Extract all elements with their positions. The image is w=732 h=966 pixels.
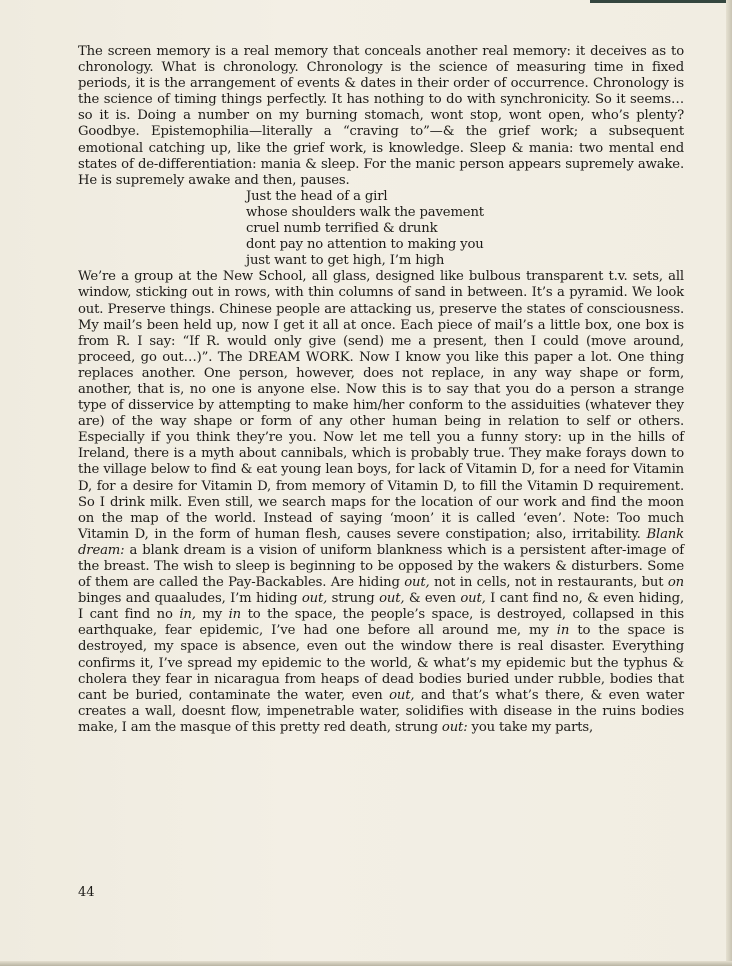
poem-line: Just the head of a girl xyxy=(246,188,388,204)
page-number: 44 xyxy=(78,885,95,900)
text-run: binges and quaaludes, I’m hiding xyxy=(78,591,302,607)
italic-run: on xyxy=(667,575,684,591)
text-run: to the space is destroyed, my space is absence, even out the window there is real disaster. Everything confirms it, I’ve spread my epidemic to the world, & what’s my epidemic but the typhus & cholera they fear in nicaragua from heaps of dead bodies buried under rubble, bodies that cant be buried, contaminate the water, even xyxy=(78,623,684,703)
poem-line: whose shoulders walk the pavement xyxy=(246,204,484,220)
text-run: you take my parts, xyxy=(467,719,594,735)
italic-run: Blank dream: xyxy=(78,526,684,558)
text-run: a blank dream is a vision of uniform blankness which is a persistent after-image of the breast. The wish to sleep is beginning to be opposed by the wakers & disturbers. Some of them are called the Pay-Backables. Are hiding xyxy=(78,542,684,591)
italic-run: out: xyxy=(441,719,468,735)
poem-line: dont pay no attention to making you xyxy=(246,237,484,253)
text-run: to the space, the people’s space, is destroyed, collapsed in this earthquake, fear epidemic, I’ve had one before all around me, my xyxy=(78,607,684,639)
text-run: & even xyxy=(404,591,461,607)
page-edge-right xyxy=(726,0,732,966)
poem-line: cruel numb terrified & drunk xyxy=(246,221,438,237)
page-edge-bottom xyxy=(0,961,732,966)
paragraph-1: The screen memory is a real memory that conceals another real memory: it deceives as to chronology. What is chronology. Chronology is the science of measuring time in fixed periods, it is the arrangement of events & dates in their order of occurrence. Chronology is the science of timing things perfectly. It has nothing to do with synchronicity. So it seems…so it is. Doing a number on my burning stomach, wont stop, wont open, who’s plenty? Goodbye. Epistemophilia—literally a “craving to”—& the grief work; a subsequent emotional catching up, like the grief work, is knowledge. Sleep & mania: two mental end states of de-differentiation: mania & sleep. For the manic person appears supremely awake. He is supremely awake and then, pauses. xyxy=(78,44,684,188)
italic-run: out, xyxy=(389,687,415,703)
text-run: and that’s what’s there, & even water creates a wall, doesnt flow, impenetrable water, solidifies with disease in the ruins bodies make, I am the masque of this pretty red death, strung xyxy=(78,687,684,735)
italic-run: in, xyxy=(179,607,196,623)
italic-run: in xyxy=(228,607,242,623)
text-run: my xyxy=(195,607,229,623)
paragraph-2 xyxy=(78,269,684,736)
italic-run: out, xyxy=(460,591,486,607)
italic-run: out, xyxy=(404,575,430,591)
text-run: We’re a group at the New School, all glass, designed like bulbous transparent t.v. sets, all window, sticking out in rows, with thin columns of sand in between. It’s a pyramid. We look out. Preserve things. Chinese people are attacking us, preserve the states of consciousness. My mail’s been held up, now I get it all at once. Each piece of mail’s a little box, one box is from R. I say: “If R. would only give (send) me a present, then I could (move around, proceed, go out…)”. The DREAM WORK. Now I know you like this paper a lot. One thing replaces another. One person, however, does not replace, in any way shape or form, another, that is, no one is anyone else. Now this is to say that you do a person a strange type of disservice by attempting to make him/her conform to the assiduities (whatever they are) of the way shape or form of any other human being in relation to self or others. Especially if you think they’re you. Now let me tell you a funny story: up in the hills of Ireland, there is a myth about cannibals, which is probably true. They make forays down to the village below to find & eat young lean boys, for lack of Vitamin D, for a need for Vitamin D, for a desire for Vitamin D, from memory of Vitamin D, to fill the Vitamin D requirement. So I drink milk. Even still, we search maps for the location of our work and find the moon on the map of the world. Instead of saying ‘moon’ it is called ‘even’. Note: Too much Vitamin D, in the form of human flesh, causes severe constipation; also, irritability. xyxy=(78,269,684,542)
italic-run: in xyxy=(556,623,570,639)
page-edge-top xyxy=(590,0,732,3)
italic-run: out, xyxy=(301,591,328,607)
poem-line: just want to get high, I’m high xyxy=(246,253,445,269)
text-run: not in cells, not in restaurants, but xyxy=(429,575,668,591)
body-text xyxy=(78,44,684,736)
text-run: I cant find no, & even hiding, I cant find no xyxy=(78,591,685,623)
text-run: strung xyxy=(327,591,380,607)
poem-block xyxy=(246,189,684,269)
italic-run: out, xyxy=(379,591,405,607)
